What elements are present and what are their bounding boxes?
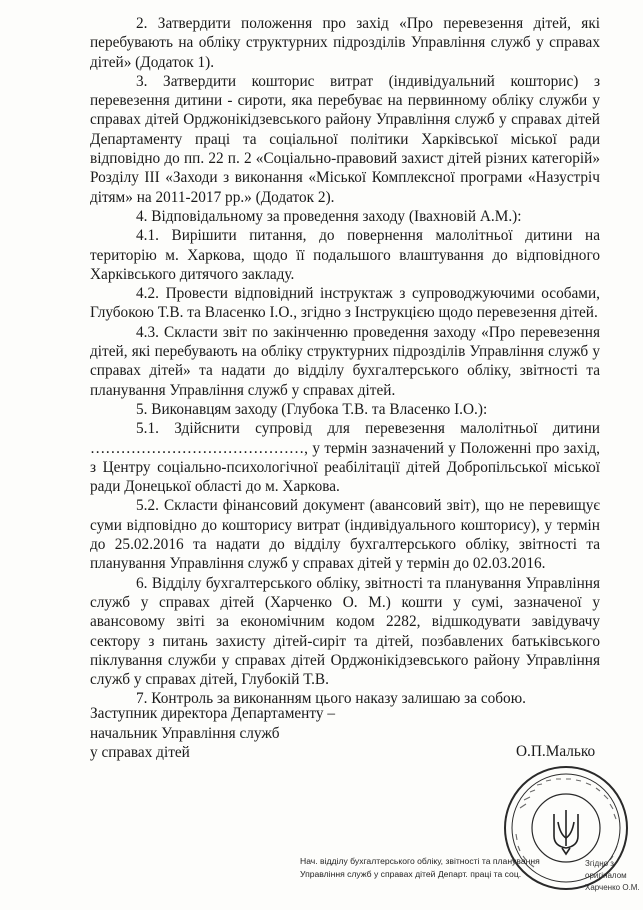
paragraph-5-1: 5.1. Здійснити супровід для перевезення малолітньої дитини ……………………………………, у термін зазначений у Положенні про захід, з Центру соціально-психологічної реабілітації дітей Добропільської міської ради Донецької області до м. Харкова. [90,420,600,496]
signatory-title-line-3: у справах дітей [90,744,190,761]
document-body [90,14,600,709]
paragraph-7: 7. Контроль за виконанням цього наказу залишаю за собою. [136,690,526,708]
signatory-title-line-2: начальник Управління служб [90,724,280,742]
paragraph-5: 5. Виконавцям заходу (Глубока Т.В. та Власенко І.О.): [136,400,488,418]
footnote-line-1: Нач. відділу бухгалтерського обліку, звітності та планування [300,856,540,866]
signature-block [90,704,335,763]
paragraph-4-3: 4.3. Скласти звіт по закінченню проведення заходу «Про перевезення дітей, які перебувають на обліку структурних підрозділів Управління служб у справах дітей» та надати до відділу бухгалтерського обліку, звітності та планування Управління служб у справах дітей. [90,323,600,399]
paragraph-4: 4. Відповідальному за проведення заходу (Івахновій А.М.): [136,207,522,225]
paragraph-5-2: 5.2. Скласти фінансовий документ (авансовий звіт), що не перевищує суми відповідно до кошторису витрат (індивідуального кошторису), у термін до 25.02.2016 та надати до відділу бухгалтерського обліку, звітності та планування Управління служб у справах дітей у термін до 02.03.2016. [90,497,600,573]
paragraph-4-2: 4.2. Провести відповідний інструктаж з супроводжуючими особами, Глубокою Т.В. та Власенко І.О., згідно з Інструкцією щодо перевезення дітей. [90,285,600,322]
paragraph-4-1: 4.1. Вирішити питання, до повернення малолітньої дитини на територію м. Харкова, щодо її подальшого влаштування до відповідного Харківського дитячого закладу. [90,227,600,283]
paragraph-3: 3. Затвердити кошторис витрат (індивідуальний кошторис) з перевезення дитини - сироти, яка перебуває на первинному обліку служби у справах дітей Орджонікідзевського району Управління служб у справах дітей Департаменту праці та соціальної політики Харківської міської ради відповідно до пп. 22 п. 2 «Соціально-правовий захист дітей різних категорій» Розділу ІІІ «Заходи з виконання «Міської Комплексної програми «Назустріч дітям» на 2011-2017 рр.» (Додаток 2). [90,72,600,206]
paragraph-6: 6. Відділу бухгалтерського обліку, звітності та планування Управління служб у справах дітей (Харченко О. М.) кошти у сумі, зазначеної у авансовому звіті за економічним кодом 2282, відшкодувати завідувачу сектору з питань захисту дітей-сиріт та дітей, позбавлених батьківського піклування служби у справах дітей Орджонікідзевського району Управління служб у справах дітей, Глубокій Т.В. [90,574,600,689]
certified-copy-line-1: Згідно з оригіналом [585,859,627,880]
footnote-line-2: Управління служб у справах дітей Департ. праці та соц. [300,869,522,879]
footnote-block [300,855,640,881]
certified-copy-line-2: Харченко О.М. [585,883,640,892]
paragraph-2: 2. Затвердити положення про захід «Про перевезення дітей, які перебувають на обліку структурних підрозділів Управління служб у справах дітей» (Додаток 1). [90,15,600,71]
signatory-name: О.П.Малько [516,743,596,760]
signatory-title-line-1: Заступник директора Департаменту – [90,705,335,722]
